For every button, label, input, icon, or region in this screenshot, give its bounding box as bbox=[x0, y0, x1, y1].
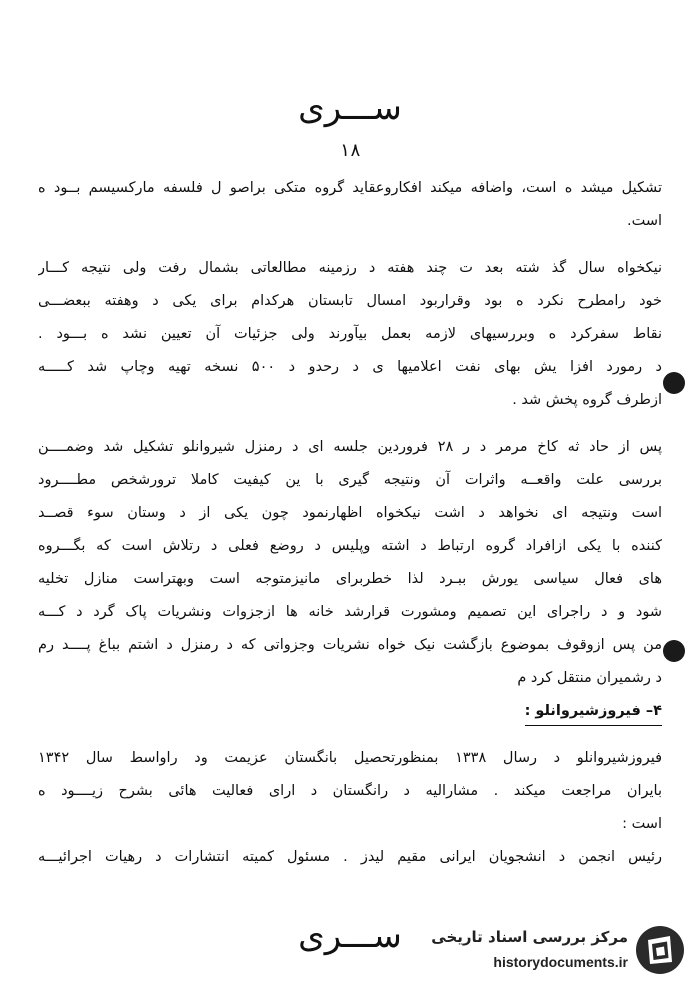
watermark bbox=[406, 920, 686, 980]
section-heading: ۴– فیروزشیروانلو : bbox=[525, 697, 662, 726]
classification-header: ســـری bbox=[298, 88, 402, 128]
text-line: است ونتیجه ای نخواهد د اشت نیکخواه اظهارنمود چون یکی از د وستان سوء قصــد bbox=[38, 505, 662, 521]
text-line: شود و د راجرای این تصمیم ومشورت قرارشد خانه ها ازجزوات ونشریات پاک گرد د کـــه bbox=[38, 604, 662, 620]
text-line: رئیس انجمن د انشجویان ایرانی مقیم لیدز . مسئول کمیته انتشارات د رهیات اجرائیـــه bbox=[38, 849, 662, 865]
text-line: د رشمیران منتقل کرد م bbox=[517, 670, 662, 686]
text-line: نیکخواه سال گذ شته بعد ت چند هفته د رزمینه مطالعاتی بشمال رفت ولی نتیجه کـــار bbox=[38, 260, 662, 276]
text-line: است : bbox=[622, 816, 662, 832]
text-line: کننده با یکی ازافراد گروه ارتباط د اشته وپلیس د روضع فعلی د رتلاش است که بگـــروه bbox=[38, 538, 662, 554]
text-line: است. bbox=[626, 213, 662, 229]
text-line: های فعال سیاسی یورش ببـرد لذا خطربرای مانیزمتوجه است وبهتراست منازل تخلیه bbox=[38, 571, 662, 587]
watermark-org-name: مرکز بررسی اسناد تاریخی bbox=[431, 928, 628, 946]
classification-footer: ســـری bbox=[298, 916, 402, 956]
text-line: بررسی علت واقعــه واثرات آن ونتیجه گیری با ین کیفیت کاملا ترورشخص مطــــرود bbox=[38, 472, 662, 488]
archive-logo-icon bbox=[634, 924, 686, 976]
text-line: بایران مراجعت میکند . مشارالیه د رانگستان د ارای فعالیت هائی بشرح زیــــود ه bbox=[38, 783, 662, 799]
document-body bbox=[38, 172, 662, 874]
text-line: پس از حاد ثه کاخ مرمر د ر ۲۸ فروردین جلسه ای د رمنزل شیروانلو تشکیل شد وضمــــن bbox=[38, 439, 662, 455]
text-line: تشکیل میشد ه است، واضافه میکند افکاروعقاید گروه متکی براصو ل فلسفه مارکسیسم بــود ه bbox=[38, 180, 662, 196]
punch-hole bbox=[663, 372, 685, 394]
text-line: ازطرف گروه پخش شد . bbox=[512, 392, 662, 408]
page-number: ۱۸ bbox=[339, 140, 361, 161]
watermark-url: historydocuments.ir bbox=[493, 954, 628, 970]
text-line: نقاط سفرکرد ه وبررسیهای لازمه بعمل بیآورند ولی جزئیات آن تعیین نشد ه بـــود . bbox=[38, 326, 662, 342]
text-line: د رمورد افزا یش بهای نفت اعلامیها ی د رحدو د ۵۰۰ نسخه تهیه وچاپ شد کـــــه bbox=[38, 359, 662, 375]
section-heading-row bbox=[38, 695, 662, 728]
punch-hole bbox=[663, 640, 685, 662]
text-line: فیروزشیروانلو د رسال ۱۳۳۸ بمنظورتحصیل بانگستان عزیمت ود راواسط سال ۱۳۴۲ bbox=[38, 750, 662, 766]
text-line: خود رامطرح نکرد ه بود وقراربود امسال تابستان هرکدام برای یکی د وهفته ببعضـــی bbox=[38, 293, 662, 309]
text-line: من پس ازوقوف بموضوع بازگشت نیک خواه نشریات وجزواتی که د رمنزل د اشتم بباغ پــــد رم bbox=[38, 637, 662, 653]
